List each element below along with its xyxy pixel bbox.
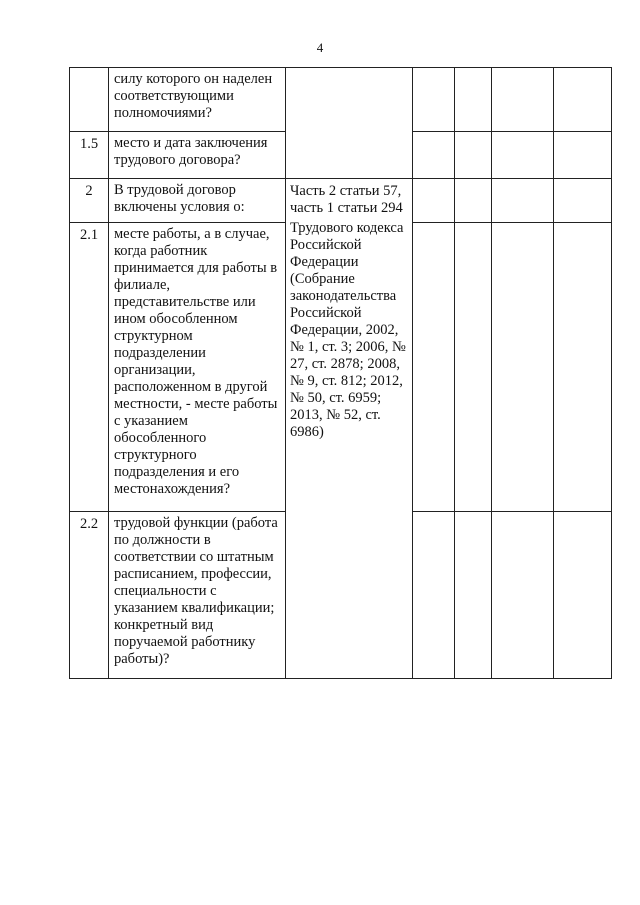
- answer-yes-cell[interactable]: [413, 179, 455, 223]
- question-text: месте работы, а в случае, когда работник принимается для работы в филиале, представительстве или ином обособленном структурном подразделении организации, расположенном в другой местности, - месте работы с указанием обособленного структурного подразделения и его местонахождения?: [109, 223, 286, 512]
- answer-na-cell[interactable]: [492, 68, 554, 132]
- row-number: 2.1: [70, 223, 109, 512]
- answer-yes-cell[interactable]: [413, 223, 455, 512]
- answer-no-cell[interactable]: [455, 68, 492, 132]
- question-text: В трудовой договор включены условия о:: [109, 179, 286, 223]
- reference-line-1: Часть 2 статьи 57,: [290, 183, 402, 199]
- answer-no-cell[interactable]: [455, 179, 492, 223]
- answer-no-cell[interactable]: [455, 132, 492, 179]
- table-row: [70, 179, 612, 223]
- row-number: [70, 68, 109, 132]
- legal-reference-cell: [286, 179, 413, 679]
- question-text: место и дата заключения трудового договора?: [109, 132, 286, 179]
- remarks-cell[interactable]: [554, 68, 612, 132]
- reference-text: Трудового кодекса Российской Федерации (Собрание законодательства Российской Федерации, 2002, № 1, ст. 3; 2006, № 27, ст. 2878; 2008, № 9, ст. 812; 2012, № 50, ст. 6959; 2013, № 52, ст. 6986): [290, 220, 406, 440]
- answer-na-cell[interactable]: [492, 512, 554, 679]
- answer-yes-cell[interactable]: [413, 132, 455, 179]
- answer-na-cell[interactable]: [492, 179, 554, 223]
- answer-yes-cell[interactable]: [413, 68, 455, 132]
- checklist-table: [69, 67, 612, 679]
- question-text: силу которого он наделен соответствующими полномочиями?: [109, 68, 286, 132]
- answer-na-cell[interactable]: [492, 223, 554, 512]
- row-number: 2: [70, 179, 109, 223]
- answer-na-cell[interactable]: [492, 132, 554, 179]
- row-number: 2.2: [70, 512, 109, 679]
- answer-no-cell[interactable]: [455, 223, 492, 512]
- row-number: 1.5: [70, 132, 109, 179]
- remarks-cell[interactable]: [554, 132, 612, 179]
- answer-no-cell[interactable]: [455, 512, 492, 679]
- reference-line-2: часть 1 статьи 294: [290, 200, 403, 216]
- remarks-cell[interactable]: [554, 223, 612, 512]
- answer-yes-cell[interactable]: [413, 512, 455, 679]
- remarks-cell[interactable]: [554, 512, 612, 679]
- legal-reference-cell-upper: [286, 68, 413, 179]
- question-text: трудовой функции (работа по должности в соответствии со штатным расписанием, профессии, специальности с указанием квалификации; конкретный вид поручаемой работнику работы)?: [109, 512, 286, 679]
- table-row: [70, 68, 612, 132]
- remarks-cell[interactable]: [554, 179, 612, 223]
- page-number: 4: [316, 40, 324, 55]
